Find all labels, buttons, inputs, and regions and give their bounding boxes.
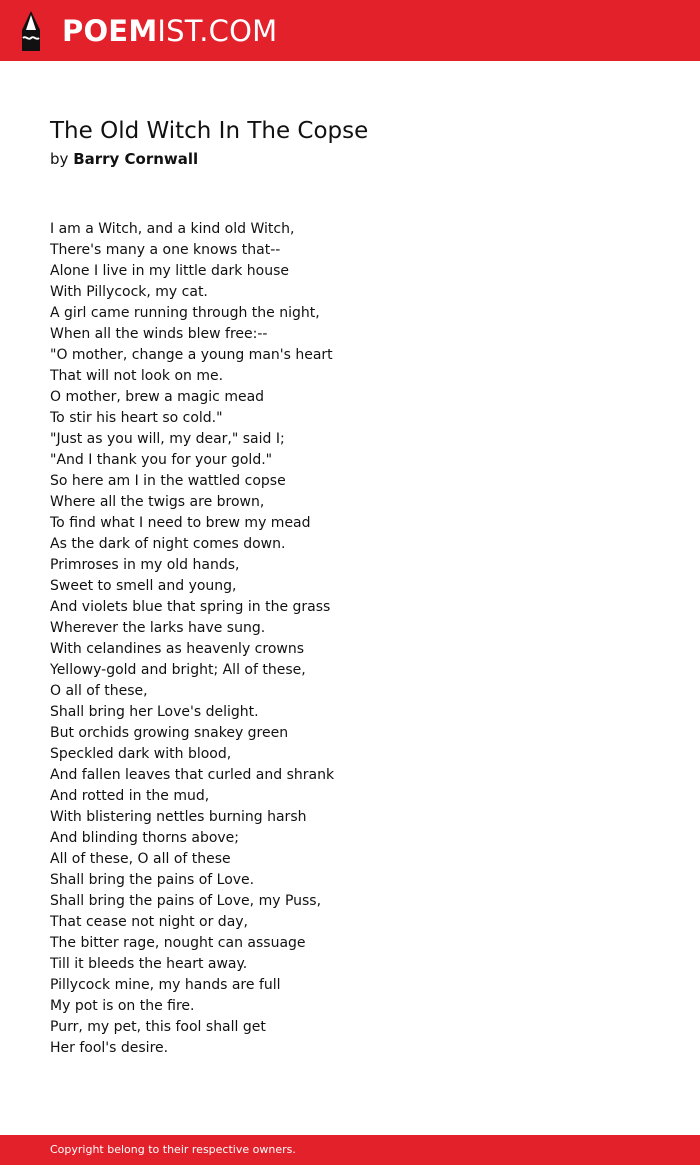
poem-line: O all of these, — [50, 683, 148, 699]
poem-line: Sweet to smell and young, — [50, 578, 237, 594]
poem-line: That will not look on me. — [50, 368, 224, 384]
poem-body — [50, 219, 570, 1059]
poem-line: And violets blue that spring in the grass — [50, 599, 331, 615]
poem-line: Speckled dark with blood, — [50, 746, 232, 762]
poem-line: With celandines as heavenly crowns — [50, 641, 305, 657]
copyright-notice: Copyright belong to their respective owners. — [50, 1143, 296, 1156]
poem-line: Purr, my pet, this fool shall get — [50, 1019, 266, 1035]
poem-line: Alone I live in my little dark house — [50, 263, 289, 279]
site-header — [0, 0, 700, 61]
poem-byline — [50, 148, 198, 170]
site-logo[interactable] — [18, 10, 277, 52]
poem-line: I am a Witch, and a kind old Witch, — [50, 221, 295, 237]
poem-line: When all the winds blew free:-- — [50, 326, 268, 342]
poem-line: To find what I need to brew my mead — [50, 515, 311, 531]
poem-line: All of these, O all of these — [50, 851, 231, 867]
poem-line: Where all the twigs are brown, — [50, 494, 265, 510]
poem-line: Yellowy-gold and bright; All of these, — [50, 662, 306, 678]
poem-line: And rotted in the mud, — [50, 788, 210, 804]
poem-line: And blinding thorns above; — [50, 830, 240, 846]
poem-line: Pillycock mine, my hands are full — [50, 977, 281, 993]
poem-line: That cease not night or day, — [50, 914, 249, 930]
poem-line: "And I thank you for your gold." — [50, 452, 273, 468]
poem-line: Primroses in my old hands, — [50, 557, 240, 573]
poem-line: So here am I in the wattled copse — [50, 473, 286, 489]
byline-prefix: by — [50, 150, 69, 168]
poem-line: "O mother, change a young man's heart — [50, 347, 333, 363]
poem-line: With Pillycock, my cat. — [50, 284, 208, 300]
poem-line: "Just as you will, my dear," said I; — [50, 431, 285, 447]
site-name-light: IST.COM — [157, 14, 278, 48]
poem-line: Till it bleeds the heart away. — [50, 956, 248, 972]
poem-line: Shall bring the pains of Love, my Puss, — [50, 893, 322, 909]
poem-line: There's many a one knows that-- — [50, 242, 281, 258]
site-footer — [0, 1135, 700, 1165]
poem-line: Shall bring her Love's delight. — [50, 704, 259, 720]
poem-line: As the dark of night comes down. — [50, 536, 286, 552]
poem-line: The bitter rage, nought can assuage — [50, 935, 306, 951]
poem-author: Barry Cornwall — [73, 150, 199, 168]
poem-line: To stir his heart so cold." — [50, 410, 223, 426]
poem-line: Wherever the larks have sung. — [50, 620, 266, 636]
site-name-bold: POEM — [62, 14, 158, 48]
site-name — [62, 10, 277, 52]
poem-line: Shall bring the pains of Love. — [50, 872, 255, 888]
poem-title: The Old Witch In The Copse — [50, 118, 369, 144]
poem-line: My pot is on the fire. — [50, 998, 195, 1014]
poem-line: But orchids growing snakey green — [50, 725, 289, 741]
poem-line: A girl came running through the night, — [50, 305, 320, 321]
poem-line: With blistering nettles burning harsh — [50, 809, 307, 825]
poem-line: And fallen leaves that curled and shrank — [50, 767, 335, 783]
pen-nib-icon — [18, 10, 44, 52]
poem-line: O mother, brew a magic mead — [50, 389, 265, 405]
poem-line: Her fool's desire. — [50, 1040, 169, 1056]
